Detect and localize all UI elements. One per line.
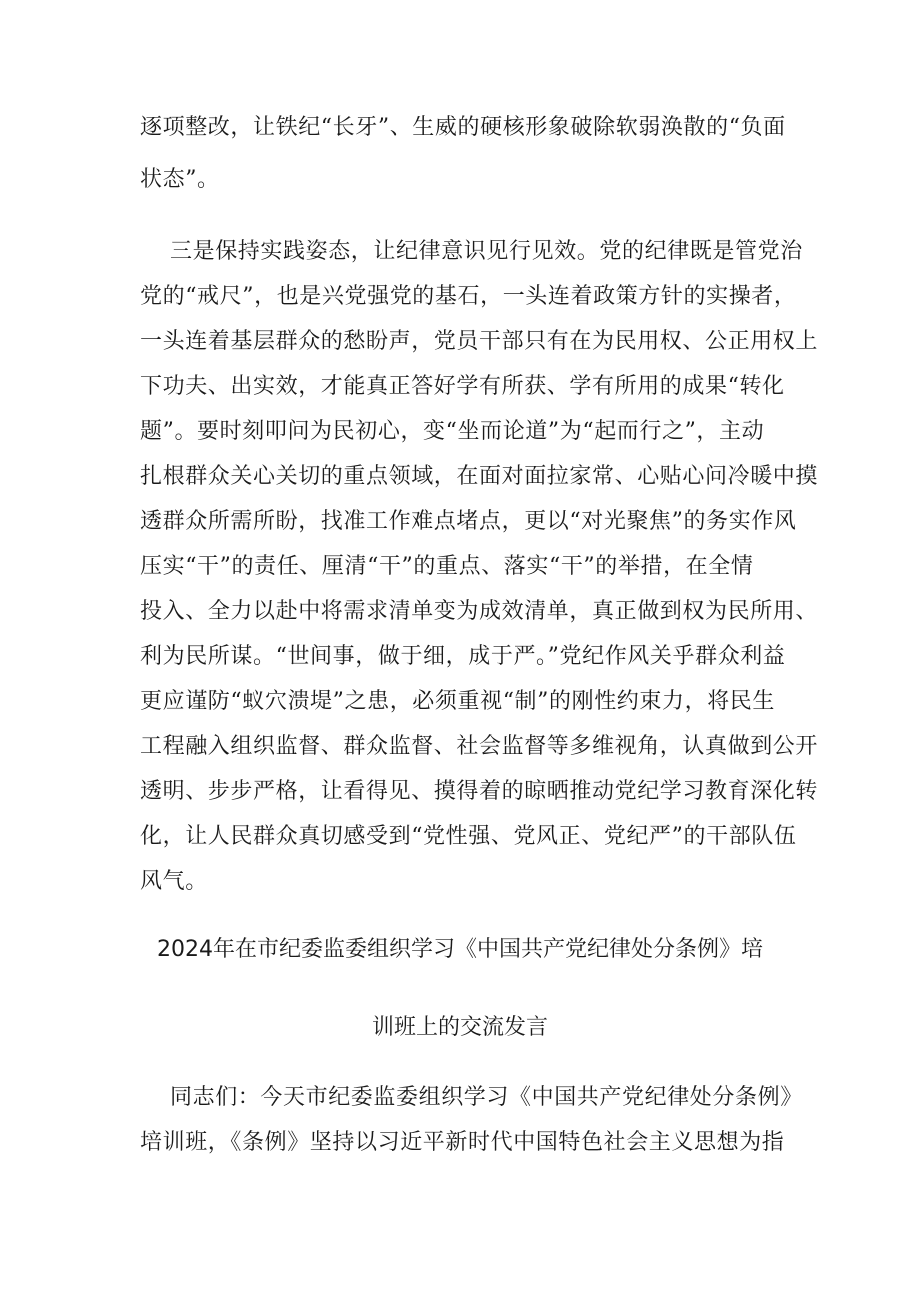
speech-opening-line-1: 同志们：今天市纪委监委组织学习《中国共产党纪律处分条例》 <box>170 1085 803 1110</box>
paragraph-continuation-line-2: 状态”。 <box>140 167 220 192</box>
speech-title-line-1: 2024年在市纪委监委组织学习《中国共产党纪律处分条例》培 <box>157 937 763 962</box>
paragraph-three-line-3: 一头连着基层群众的愁盼声，党员干部只有在为民用权、公正用权上 <box>140 329 819 354</box>
speech-opening-line-2: 培训班，《条例》坚持以习近平新时代中国特色社会主义思想为指 <box>140 1130 785 1155</box>
paragraph-three-line-11: 更应谨防“蚁穴溃堤”之患，必须重视“制”的刚性约束力，将民生 <box>140 689 775 714</box>
paragraph-three-line-8: 压实“干”的责任、厘清“干”的重点、落实“干”的举措，在全情 <box>140 554 754 579</box>
paragraph-three-line-7: 透群众所需所盼，找准工作难点堵点，更以“对光聚焦”的务实作风 <box>140 509 797 534</box>
paragraph-three-line-6: 扎根群众关心关切的重点领域，在面对面拉家常、心贴心问冷暖中摸 <box>140 464 819 489</box>
paragraph-three-line-4: 下功夫、出实效，才能真正答好学有所获、学有所用的成果“转化 <box>140 374 785 399</box>
paragraph-three-line-9: 投入、全力以赴中将需求清单变为成效清单，真正做到权为民所用、 <box>140 599 819 624</box>
paragraph-three-line-10: 利为民所谋。“世间事，做于细，成于严。”党纪作风关乎群众利益 <box>140 644 786 669</box>
paragraph-three-line-5: 题”。要时刻叩问为民初心，变“坐而论道”为“起而行之”，主动 <box>140 419 765 444</box>
paragraph-continuation-line-1: 逐项整改，让铁纪“长牙”、生威的硬核形象破除软弱涣散的“负面 <box>140 115 786 140</box>
paragraph-three-line-13: 透明、步步严格，让看得见、摸得着的晾晒推动党纪学习教育深化转 <box>140 779 819 804</box>
paragraph-three-line-14: 化，让人民群众真切感受到“党性强、党风正、党纪严”的干部队伍 <box>140 824 797 849</box>
paragraph-three-line-2: 党的“戒尺”，也是兴党强党的基石，一头连着政策方针的实操者， <box>140 284 797 309</box>
paragraph-three-line-1: 三是保持实践姿态，让纪律意识见行见效。党的纪律既是管党治 <box>170 239 803 264</box>
speech-title-line-2: 训班上的交流发言 <box>371 1015 548 1040</box>
paragraph-three-line-15: 风气。 <box>140 869 208 894</box>
paragraph-three-line-12: 工程融入组织监督、群众监督、社会监督等多维视角，认真做到公开 <box>140 734 819 759</box>
